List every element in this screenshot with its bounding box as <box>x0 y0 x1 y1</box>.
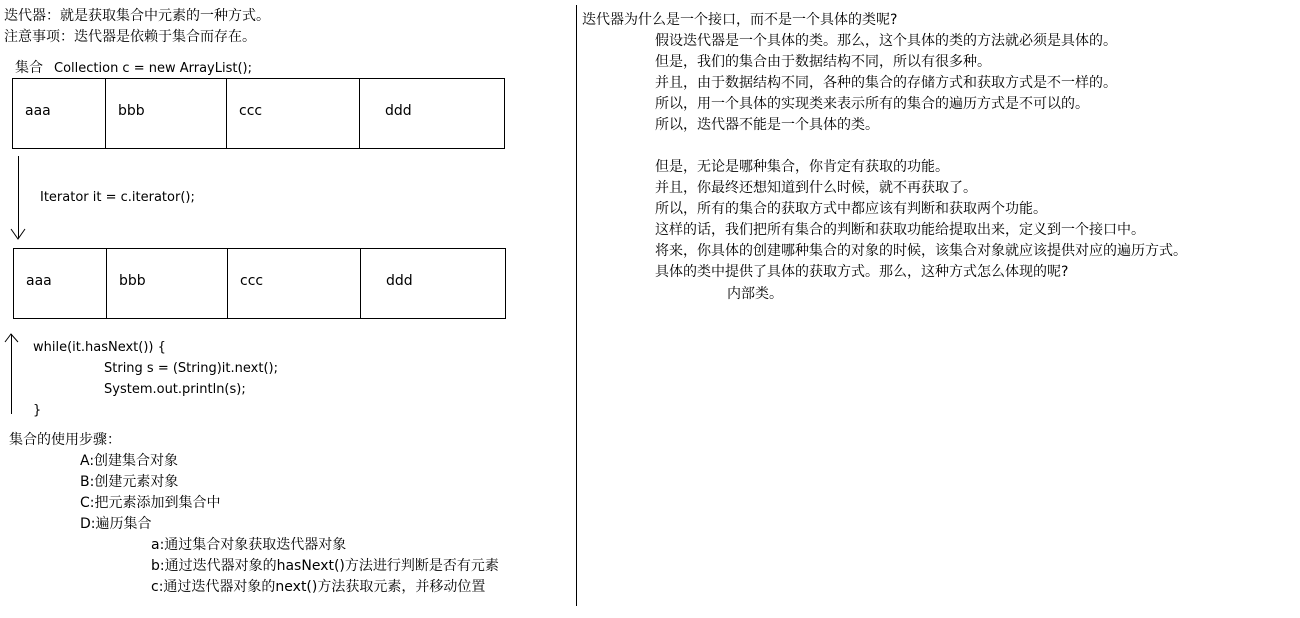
definition-line: 迭代器：就是获取集合中元素的一种方式。 <box>4 8 270 24</box>
down-arrow-icon <box>10 228 27 240</box>
reason-line: 所以，迭代器不能是一个具体的类。 <box>655 117 879 133</box>
up-arrow-icon <box>4 333 20 343</box>
iterator-cell <box>361 249 506 318</box>
step-item: D:遍历集合 <box>80 516 152 532</box>
cell-text: ddd <box>385 103 412 119</box>
collection-cell <box>106 79 227 148</box>
reason-line: 具体的类中提供了具体的获取方式。那么，这种方式怎么体现的呢? <box>655 264 1069 280</box>
cell-text: aaa <box>26 273 52 289</box>
cell-text: ccc <box>240 273 264 289</box>
reason-line: 并且，你最终还想知道到什么时候，就不再获取了。 <box>655 180 977 196</box>
iterator-cell <box>107 249 228 318</box>
step-item: B:创建元素对象 <box>80 474 179 490</box>
note-line: 注意事项：迭代器是依赖于集合而存在。 <box>4 29 256 45</box>
iterator-cell <box>14 249 107 318</box>
substep-item: a:通过集合对象获取迭代器对象 <box>151 537 347 553</box>
answer-line: 内部类。 <box>727 286 783 302</box>
collection-label: 集合 <box>15 60 43 76</box>
cell-text: bbb <box>118 103 145 119</box>
reason-line: 这样的话，我们把所有集合的判断和获取功能给提取出来，定义到一个接口中。 <box>655 222 1145 238</box>
right-title: 迭代器为什么是一个接口，而不是一个具体的类呢? <box>582 12 898 28</box>
iterator-box <box>13 248 506 319</box>
reason-line: 假设迭代器是一个具体的类。那么，这个具体的类的方法就必须是具体的。 <box>655 33 1117 49</box>
while-line-4: } <box>33 403 42 418</box>
while-line-2: String s = (String)it.next(); <box>104 361 278 376</box>
reason-line: 将来，你具体的创建哪种集合的对象的时候，该集合对象就应该提供对应的遍历方式。 <box>655 243 1187 259</box>
collection-code: Collection c = new ArrayList(); <box>54 61 253 76</box>
while-line-3: System.out.println(s); <box>104 382 246 397</box>
down-arrow-line <box>18 156 19 238</box>
collection-cell <box>360 79 505 148</box>
up-arrow-line <box>11 334 12 414</box>
column-divider <box>576 5 577 606</box>
reason-line: 但是，我们的集合由于数据结构不同，所以有很多种。 <box>655 54 991 70</box>
step-item: A:创建集合对象 <box>80 453 179 469</box>
substep-item: b:通过迭代器对象的hasNext()方法进行判断是否有元素 <box>151 558 499 574</box>
collection-box <box>12 78 505 149</box>
cell-text: ccc <box>239 103 263 119</box>
cell-text: aaa <box>25 103 51 119</box>
steps-title: 集合的使用步骤： <box>9 432 121 448</box>
reason-line: 并且，由于数据结构不同，各种的集合的存储方式和获取方式是不一样的。 <box>655 75 1117 91</box>
reason-line: 所以，用一个具体的实现类来表示所有的集合的遍历方式是不可以的。 <box>655 96 1089 112</box>
cell-text: ddd <box>386 273 413 289</box>
cell-text: bbb <box>119 273 146 289</box>
step-item: C:把元素添加到集合中 <box>80 495 221 511</box>
reason-line: 但是，无论是哪种集合，你肯定有获取的功能。 <box>655 159 949 175</box>
iterator-cell <box>228 249 361 318</box>
collection-cell <box>13 79 106 148</box>
while-line-1: while(it.hasNext()) { <box>33 340 166 355</box>
substep-item: c:通过迭代器对象的next()方法获取元素，并移动位置 <box>151 579 486 595</box>
iterator-code: Iterator it = c.iterator(); <box>40 190 195 205</box>
reason-line: 所以，所有的集合的获取方式中都应该有判断和获取两个功能。 <box>655 201 1047 217</box>
collection-cell <box>227 79 360 148</box>
